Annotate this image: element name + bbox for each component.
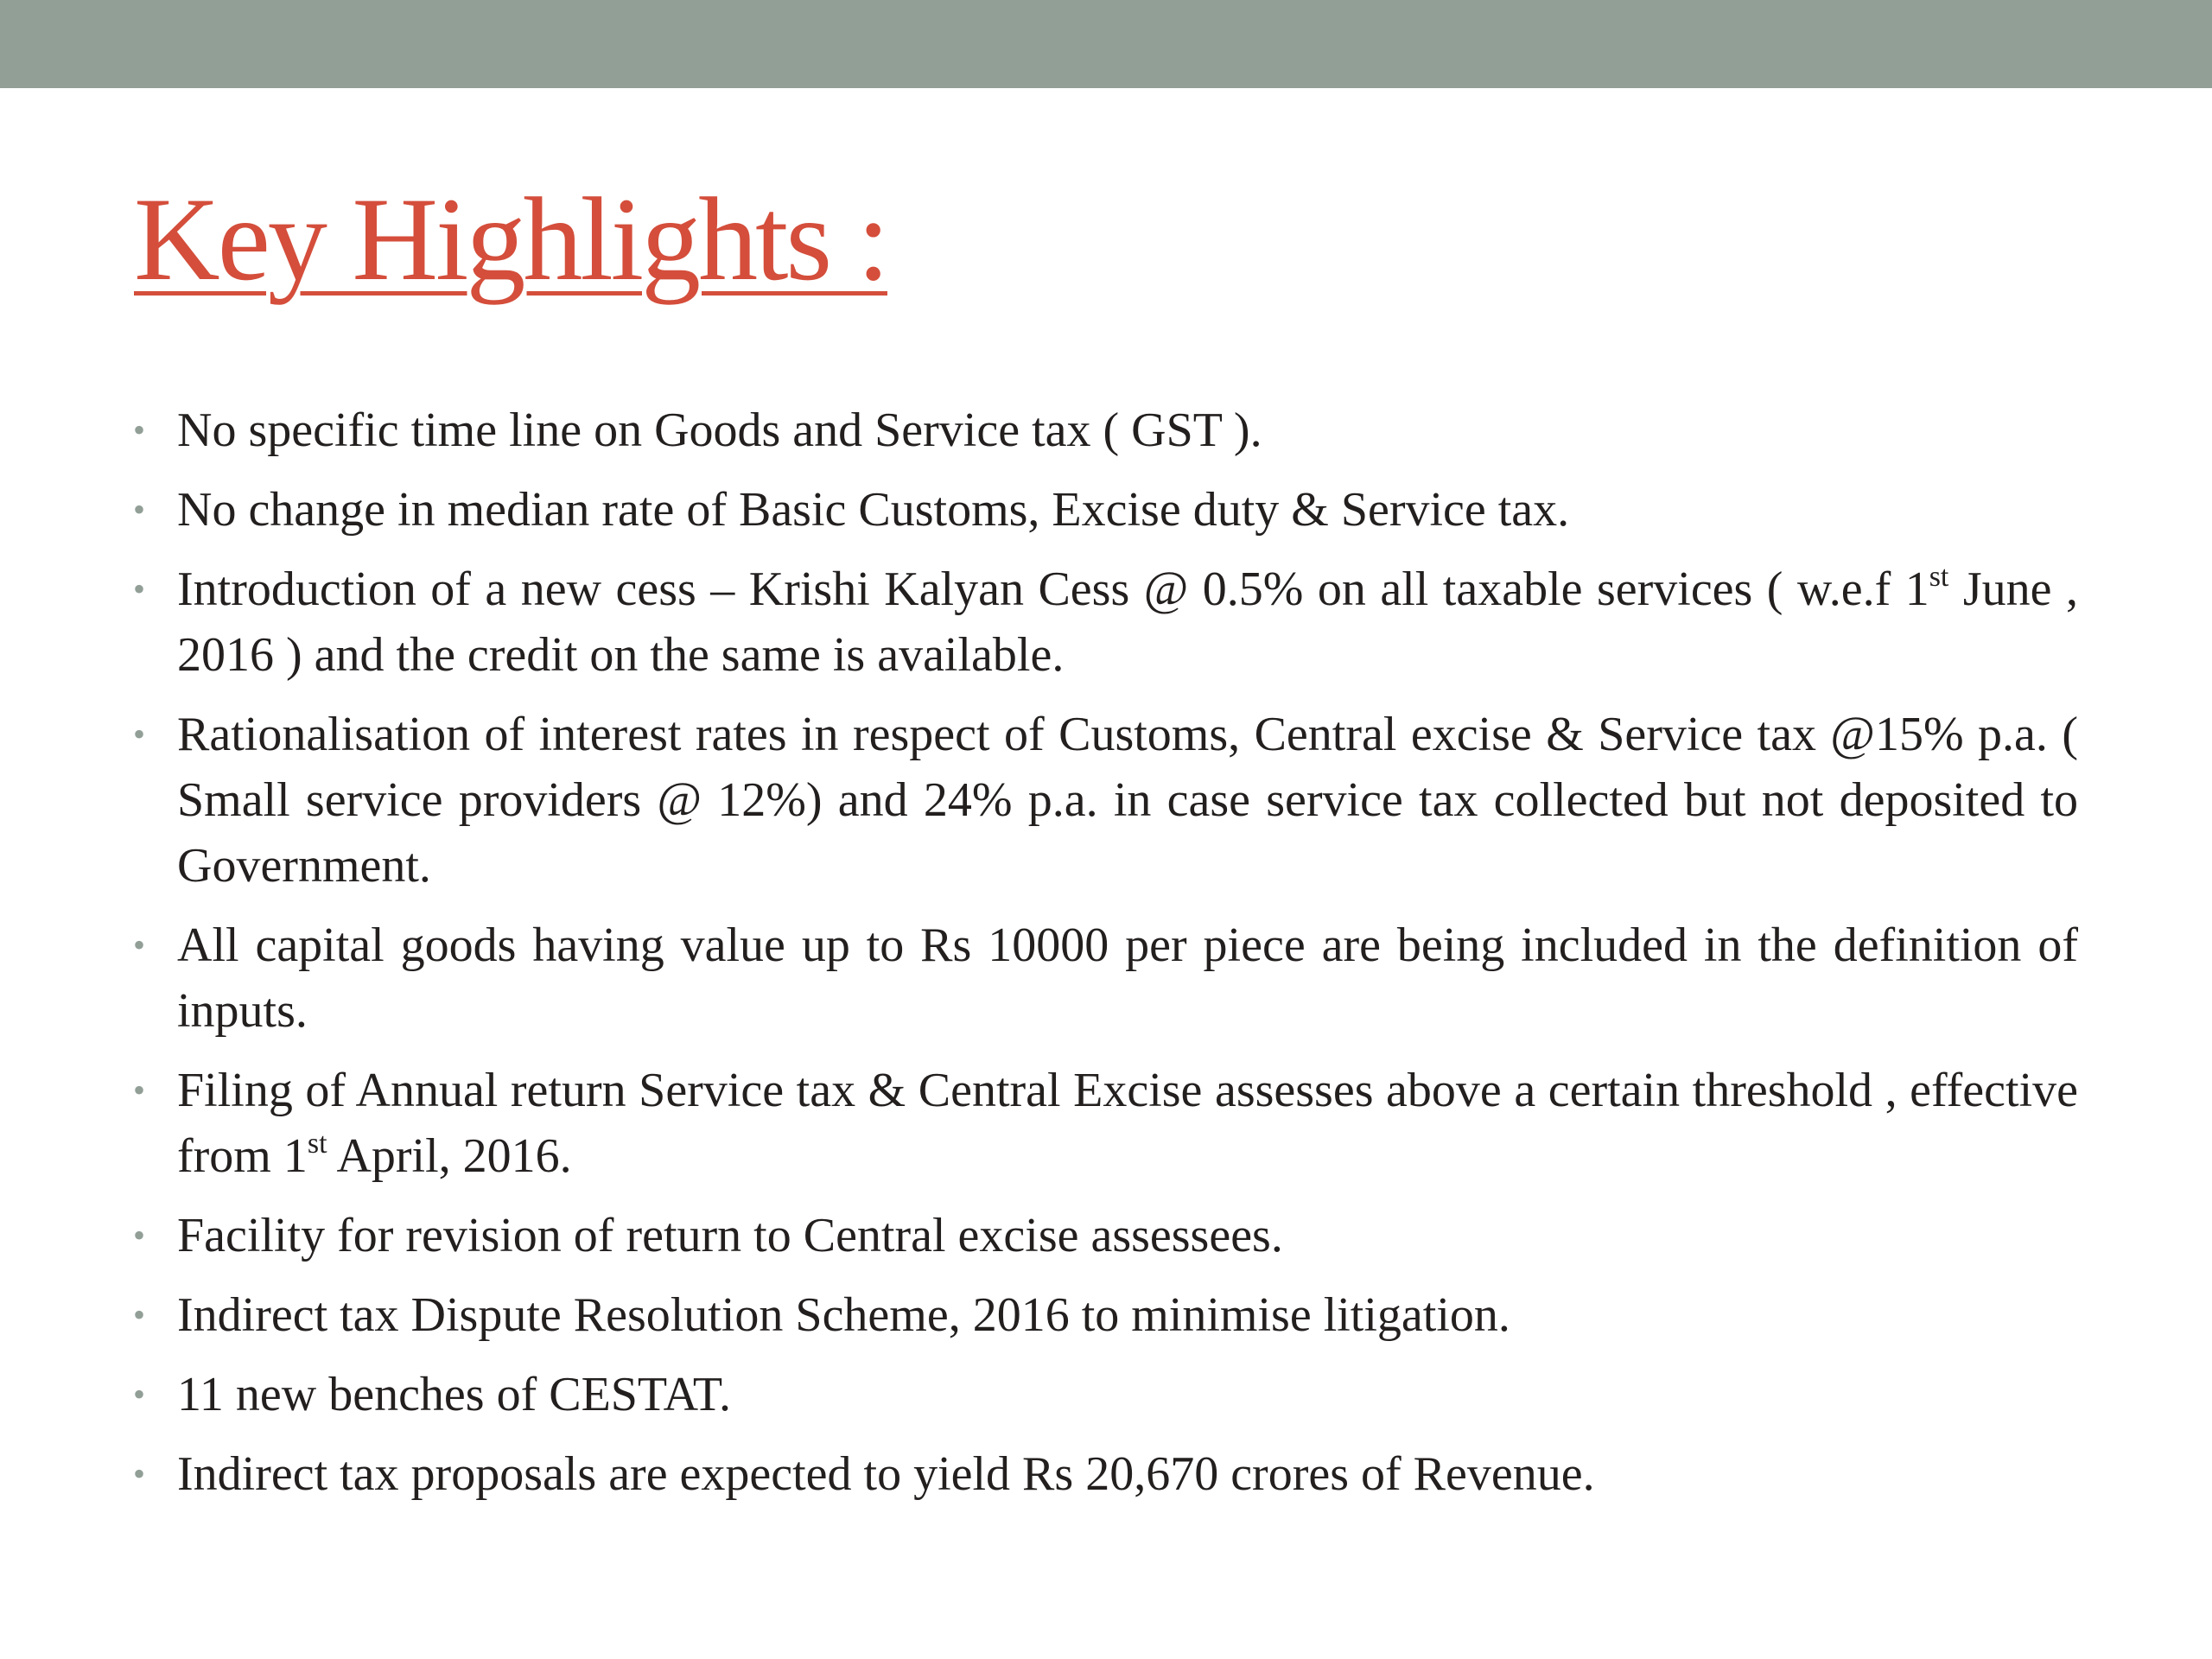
bullet-marker: • bbox=[133, 1295, 146, 1334]
bullet-item-revenue-yield bbox=[130, 1441, 2078, 1507]
bullet-text-pre: Introduction of a new cess – Krishi Kalyan Cess @ 0.5% on all taxable services ( w.e.f 1 bbox=[177, 563, 1929, 616]
bullet-text: Facility for revision of return to Central excise assessees. bbox=[177, 1209, 1283, 1262]
bullet-text-post: April, 2016. bbox=[327, 1129, 572, 1183]
top-band bbox=[0, 0, 2212, 88]
bullet-item-revision-facility bbox=[130, 1203, 2078, 1268]
ordinal-suffix: st bbox=[1929, 561, 1949, 593]
bullet-text-pre: Filing of Annual return Service tax & Central Excise assesses above a certain threshold , effective from 1 bbox=[177, 1064, 2078, 1183]
bullet-item-cestat-benches bbox=[130, 1362, 2078, 1427]
bullet-item-dispute-resolution bbox=[130, 1282, 2078, 1348]
bullet-text: No specific time line on Goods and Service tax ( GST ). bbox=[177, 404, 1262, 457]
bullet-marker: • bbox=[133, 1216, 146, 1255]
bullet-item-median-rate bbox=[130, 477, 2078, 543]
bullet-marker: • bbox=[133, 410, 146, 449]
bullet-item-capital-goods bbox=[130, 912, 2078, 1044]
bullet-marker: • bbox=[133, 490, 146, 529]
bullet-item-gst-timeline bbox=[130, 397, 2078, 463]
bullet-item-interest-rates bbox=[130, 702, 2078, 899]
ordinal-suffix: st bbox=[307, 1128, 327, 1160]
slide-title: Key Highlights : bbox=[134, 173, 887, 305]
bullet-marker: • bbox=[133, 1071, 146, 1109]
bullet-text: Indirect tax proposals are expected to yield Rs 20,670 crores of Revenue. bbox=[177, 1447, 1595, 1501]
bullet-text-post: June , 2016 ) and the credit on the same is available. bbox=[177, 563, 2078, 682]
bullet-text: No change in median rate of Basic Customs, Excise duty & Service tax. bbox=[177, 483, 1570, 537]
bullet-list bbox=[130, 397, 2078, 1521]
bullet-text: 11 new benches of CESTAT. bbox=[177, 1368, 731, 1421]
bullet-marker: • bbox=[133, 569, 146, 608]
bullet-marker: • bbox=[133, 1375, 146, 1414]
bullet-item-annual-return bbox=[130, 1058, 2078, 1189]
bullet-text: Rationalisation of interest rates in respect of Customs, Central excise & Service tax @15% p.a. ( Small service providers @ 12%) and 24% p.a. in case service tax collected but not deposited to Government. bbox=[177, 708, 2078, 893]
bullet-marker: • bbox=[133, 1454, 146, 1493]
bullet-marker: • bbox=[133, 925, 146, 964]
bullet-marker: • bbox=[133, 715, 146, 753]
bullet-item-krishi-kalyan-cess bbox=[130, 556, 2078, 688]
bullet-text: Indirect tax Dispute Resolution Scheme, 2016 to minimise litigation. bbox=[177, 1288, 1510, 1342]
bullet-text: All capital goods having value up to Rs 10000 per piece are being included in the definition of inputs. bbox=[177, 918, 2078, 1038]
